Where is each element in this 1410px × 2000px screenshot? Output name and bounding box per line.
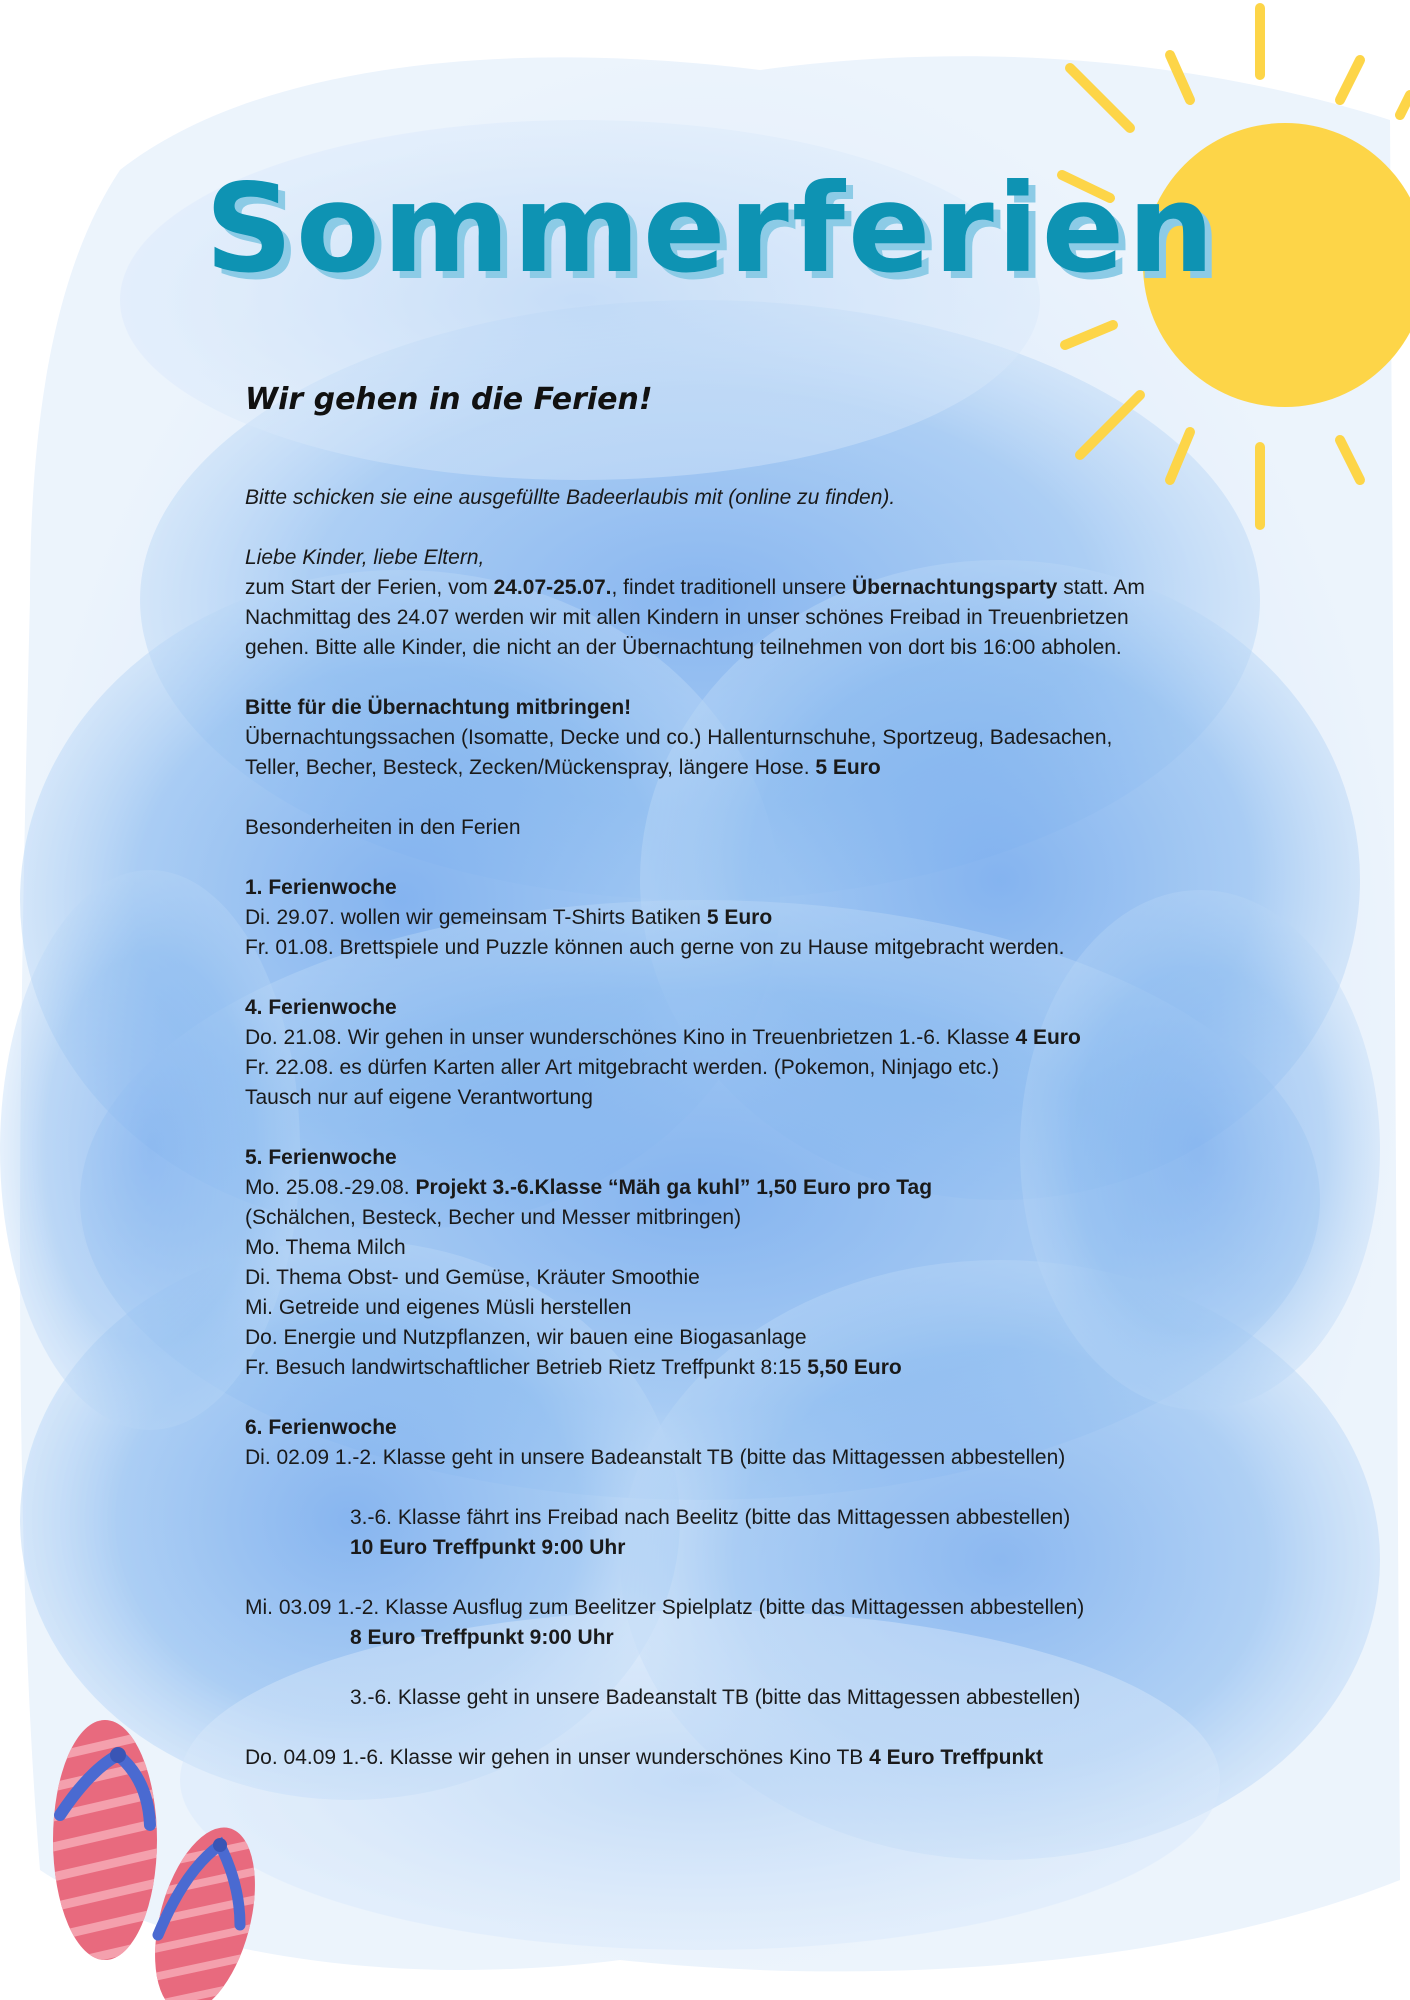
intro-line-2: Nachmittag des 24.07 werden wir mit allen Kindern in unser schönes Freibad in Treuenbrietzen (245, 606, 1129, 629)
week6-heading: 6. Ferienwoche (245, 1416, 397, 1439)
week5-line-5: Mi. Getreide und eigenes Müsli herstellen (245, 1296, 632, 1319)
week5-line-2: (Schälchen, Besteck, Becher und Messer mitbringen) (245, 1206, 742, 1229)
week6-line-5: 8 Euro Treffpunkt 9:00 Uhr (350, 1626, 614, 1649)
week6-line-6: 3.-6. Klasse geht in unsere Badeanstalt TB (bitte das Mittagessen abbestellen) (350, 1686, 1081, 1709)
week6-line-4: Mi. 03.09 1.-2. Klasse Ausflug zum Beelitzer Spielplatz (bitte das Mittagessen abbestellen) (245, 1596, 1085, 1619)
week5-heading: 5. Ferienwoche (245, 1146, 397, 1169)
week6-line-7: Do. 04.09 1.-6. Klasse wir gehen in unser wunderschönes Kino TB 4 Euro Treffpunkt (245, 1746, 1043, 1769)
week5-line-4: Di. Thema Obst- und Gemüse, Kräuter Smoothie (245, 1266, 700, 1289)
week4-heading: 4. Ferienwoche (245, 996, 397, 1019)
packing-line-2: Teller, Becher, Besteck, Zecken/Mückenspray, längere Hose. 5 Euro (245, 756, 881, 779)
intro-line-3: gehen. Bitte alle Kinder, die nicht an der Übernachtung teilnehmen von dort bis 16:00 abholen. (245, 636, 1122, 659)
week5-line-1: Mo. 25.08.-29.08. Projekt 3.-6.Klasse “Mäh ga kuhl” 1,50 Euro pro Tag (245, 1176, 933, 1199)
packing-line-1: Übernachtungssachen (Isomatte, Decke und co.) Hallenturnschuhe, Sportzeug, Badesachen, (245, 726, 1113, 749)
week4-line-3: Tausch nur auf eigene Verantwortung (245, 1086, 593, 1109)
specials-heading: Besonderheiten in den Ferien (245, 816, 521, 839)
intro-note: Bitte schicken sie eine ausgefüllte Badeerlaubis mit (online zu finden). (245, 486, 896, 509)
week5-line-3: Mo. Thema Milch (245, 1236, 406, 1259)
week4-line-2: Fr. 22.08. es dürfen Karten aller Art mitgebracht werden. (Pokemon, Ninjago etc.) (245, 1056, 1000, 1079)
flyer-content (245, 483, 1315, 1773)
flip-flop-right-icon (137, 1810, 280, 2000)
week4-line-1: Do. 21.08. Wir gehen in unser wunderschönes Kino in Treuenbrietzen 1.-6. Klasse 4 Euro (245, 1026, 1081, 1049)
week5-line-7: Fr. Besuch landwirtschaftlicher Betrieb Rietz Treffpunkt 8:15 5,50 Euro (245, 1356, 902, 1379)
flip-flop-left-icon (40, 1720, 170, 1970)
week6-line-1: Di. 02.09 1.-2. Klasse geht in unsere Badeanstalt TB (bitte das Mittagessen abbestellen) (245, 1446, 1066, 1469)
week6-line-3: 10 Euro Treffpunkt 9:00 Uhr (350, 1536, 626, 1559)
packing-price: 5 Euro (815, 756, 881, 779)
week6-line-2: 3.-6. Klasse fährt ins Freibad nach Beelitz (bitte das Mittagessen abbestellen) (350, 1506, 1071, 1529)
week5-line-6: Do. Energie und Nutzpflanzen, wir bauen eine Biogasanlage (245, 1326, 807, 1349)
intro-line-1: zum Start der Ferien, vom 24.07-25.07., findet traditionell unsere Übernachtungsparty statt. Am (245, 576, 1145, 599)
intro-greeting: Liebe Kinder, liebe Eltern, (245, 546, 485, 569)
page-subtitle: Wir gehen in die Ferien! (245, 382, 653, 417)
week1-heading: 1. Ferienwoche (245, 876, 397, 899)
week1-line-1: Di. 29.07. wollen wir gemeinsam T-Shirts Batiken 5 Euro (245, 906, 773, 929)
page-title: Sommerferien (205, 158, 1218, 300)
packing-heading: Bitte für die Übernachtung mitbringen! (245, 696, 632, 719)
week1-line-2: Fr. 01.08. Brettspiele und Puzzle können auch gerne von zu Hause mitgebracht werden. (245, 936, 1065, 959)
